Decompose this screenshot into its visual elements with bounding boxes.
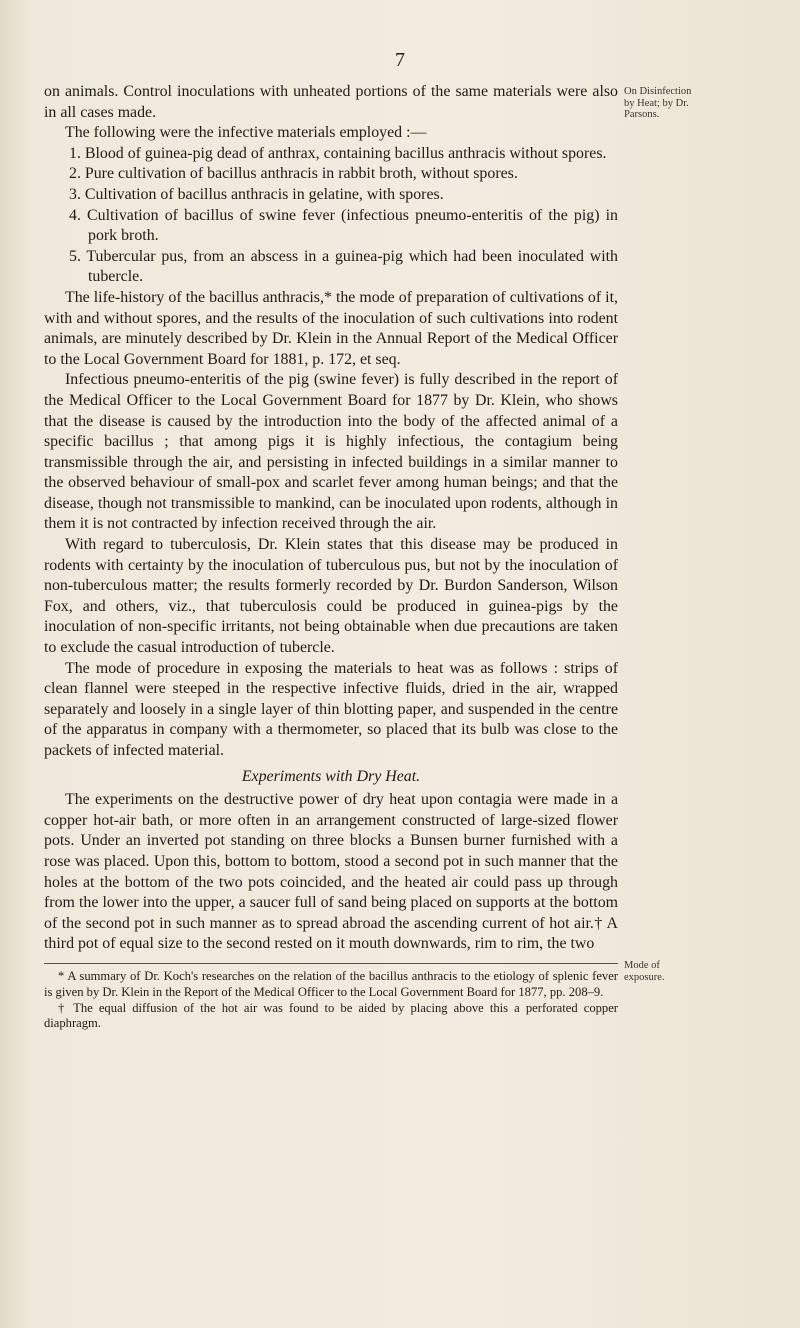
paragraph-anthrax-history: The life-history of the bacillus anthracis,* the mode of preparation of cultivations of it, with and without spores, and the results of the inoculation of such cultivations into rodent animals, are minutely described by Dr. Klein in the Annual Report of the Medical Officer to the Local Government Board for 1881, p. 172, et seq. [44,288,618,368]
paragraph-tuberculosis: With regard to tuberculosis, Dr. Klein states that this disease may be produced in rodents with certainty by the inoculation of tuberculous pus, but not by the inoculation of non-tuberculous matter; the results formerly recorded by Dr. Burdon Sanderson, Wilson Fox, and others, viz., that tuberculosis could be produced in guinea-pigs by the inoculation of non-specific irritants, not being obtainable when due precautions are taken to exclude the casual introduction of tubercle. [44,536,618,657]
page-number: 7 [395,49,405,71]
list-intro: The following were the infective materials employed :— [65,124,427,142]
paragraph-dry-heat: The experiments on the destructive power of dry heat upon contagia were made in a copper hot-air bath, or more often in an arrangement constructed of large-sized flower pots. Under an inverted pot standing on three blocks a Bunsen burner furnished with a rose was placed. Upon this, bottom to bottom, stood a second pot in such manner that the holes at the bottom of the two pots coincided, and the heated air could pass up through from the lower into the upper, a saucer full of sand being placed on supports at the bottom of the second pot in such manner as to spread abroad the ascending current of hot air.† A third pot of equal size to the second rested on it mouth downwards, rim to rim, the two [44,791,618,953]
material-item-2: 2. Pure cultivation of bacillus anthracis in rabbit broth, without spores. [69,165,518,183]
margin-note-mode-of-exposure: Mode of exposure. [624,960,665,983]
material-item-3: 3. Cultivation of bacillus anthracis in gelatine, with spores. [69,185,444,203]
margin-note-disinfection: On Disinfection by Heat; by Dr. Parsons. [624,86,692,120]
footnote-diffusion: † The equal diffusion of the hot air was found to be aided by placing above this a perforated copper diaphragm. [44,1000,618,1031]
footnotes [44,963,618,1032]
material-item-1: 1. Blood of guinea-pig dead of anthrax, containing bacillus anthracis without spores. [69,144,607,162]
paragraph-procedure: The mode of procedure in exposing the materials to heat was as follows : strips of clean flannel were steeped in the respective infective fluids, dried in the air, wrapped separately and loosely in a single layer of thin blotting paper, and suspended in the centre of the apparatus in company with a thermometer, so placed that its bulb was close to the packets of infected material. [44,659,618,759]
material-item-5: 5. Tubercular pus, from an abscess in a guinea-pig which had been inoculated with tubercle. [69,247,618,286]
intro-paragraph: on animals. Control inoculations with unheated portions of the same materials were also in all cases made. [44,83,618,121]
body-text [44,82,618,1032]
paragraph-swine-fever: Infectious pneumo-enteritis of the pig (swine fever) is fully described in the report of the Medical Officer to the Local Government Board for 1877 by Dr. Klein, who shows that the disease is caused by the introduction into the body of the affected animal of a specific bacillus ; that among pigs it is highly infectious, the contagium being transmissible through the air, and persisting in infected buildings in a similar manner to the observed behaviour of small-pox and scarlet fever among human beings; and that the disease, though not transmissible to mankind, can be inoculated upon rodents, although in them it is not contracted by infection received through the air. [44,371,618,533]
section-heading: Experiments with Dry Heat. [241,767,421,785]
footnote-koch: * A summary of Dr. Koch's researches on the relation of the bacillus anthracis to the etiology of splenic fever is given by Dr. Klein in the Report of the Medical Officer to the Local Government Board for 1877, pp. 208–9. [44,968,618,999]
material-item-4: 4. Cultivation of bacillus of swine fever (infectious pneumo-enteritis of the pig) in pork broth. [69,206,618,245]
